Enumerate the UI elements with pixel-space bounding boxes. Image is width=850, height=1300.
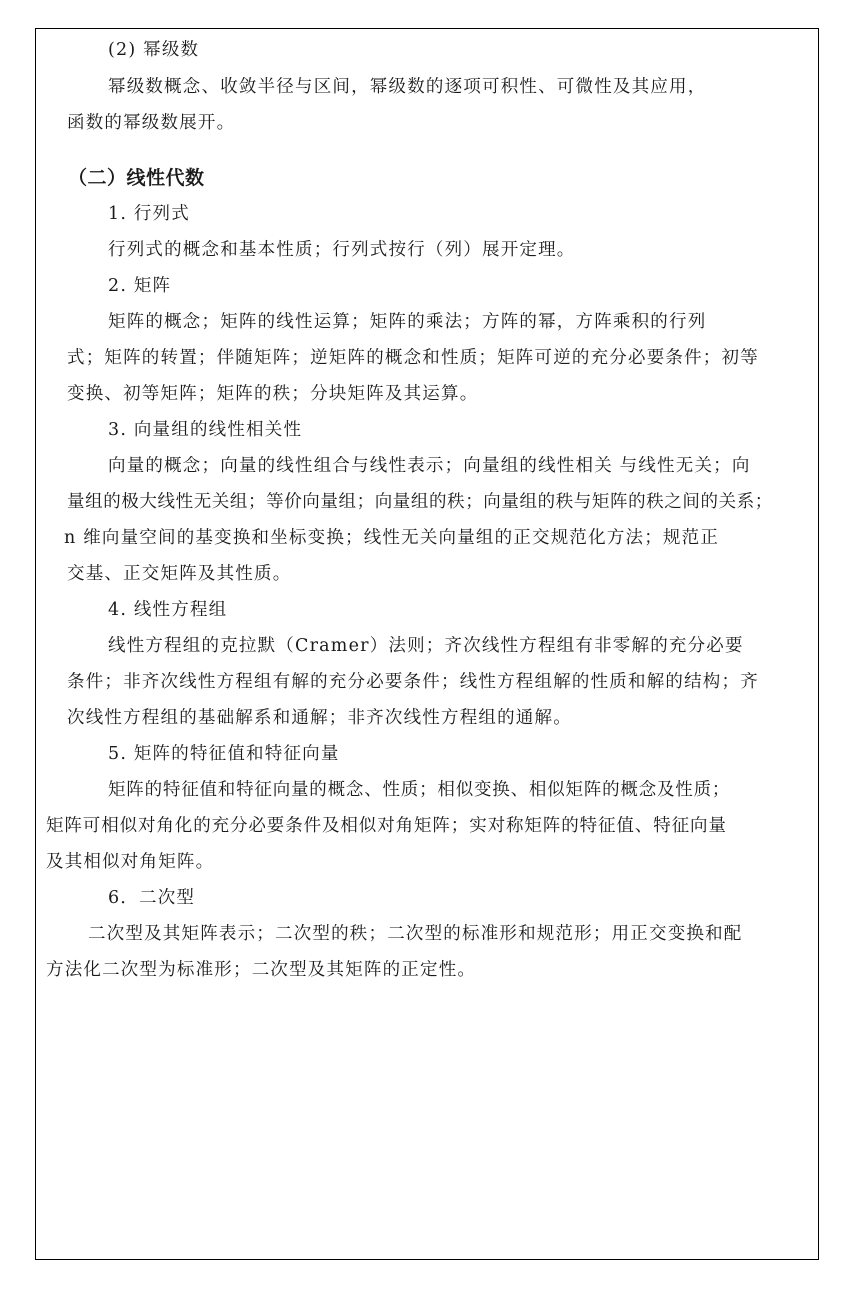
subsection-eigen-title: 5. 矩阵的特征值和特征向量 — [108, 744, 340, 764]
subsection-matrix-title: 2. 矩阵 — [108, 276, 172, 296]
eigen-text-line: 矩阵可相似对角化的充分必要条件及相似对角矩阵；实对称矩阵的特征值、特征向量 — [46, 816, 727, 836]
power-series-text-line: 函数的幂级数展开。 — [67, 113, 236, 133]
eigen-text-line: 及其相似对角矩阵。 — [46, 852, 215, 872]
quadratic-form-text-line: 方法化二次型为标准形；二次型及其矩阵的正定性。 — [46, 960, 477, 980]
eigen-text-line: 矩阵的特征值和特征向量的概念、性质；相似变换、相似矩阵的概念及性质； — [108, 780, 731, 800]
section-power-series-title: (2) 幂级数 — [108, 40, 200, 60]
matrix-text-line: 矩阵的概念；矩阵的线性运算；矩阵的乘法；方阵的幂，方阵乘积的行列 — [108, 312, 707, 332]
vectors-text-line: n 维向量空间的基变换和坐标变换；线性无关向量组的正交规范化方法；规范正 — [64, 528, 720, 548]
subsection-vectors-title: 3. 向量组的线性相关性 — [108, 420, 303, 440]
linear-equations-text-line: 条件；非齐次线性方程组有解的充分必要条件；线性方程组解的性质和解的结构；齐 — [67, 672, 759, 692]
subsection-quadratic-form-title: 6．二次型 — [108, 888, 196, 908]
power-series-text-line: 幂级数概念、收敛半径与区间，幂级数的逐项可积性、可微性及其应用， — [108, 77, 707, 97]
subsection-determinant-title: 1. 行列式 — [108, 204, 190, 224]
quadratic-form-text-line: 二次型及其矩阵表示；二次型的秩；二次型的标准形和规范形；用正交变换和配 — [88, 924, 743, 944]
linear-equations-text-line: 线性方程组的克拉默（Cramer）法则；齐次线性方程组有非零解的充分必要 — [108, 636, 744, 656]
vectors-text-line: 量组的极大线性无关组；等价向量组；向量组的秩；向量组的秩与矩阵的秩之间的关系； — [67, 492, 773, 512]
matrix-text-line: 式；矩阵的转置；伴随矩阵；逆矩阵的概念和性质；矩阵可逆的充分必要条件；初等 — [67, 348, 759, 368]
subsection-linear-equations-title: 4. 线性方程组 — [108, 600, 228, 620]
vectors-text-line: 交基、正交矩阵及其性质。 — [67, 564, 292, 584]
determinant-text-line: 行列式的概念和基本性质；行列式按行（列）展开定理。 — [108, 240, 576, 260]
linear-equations-text-line: 次线性方程组的基础解系和通解；非齐次线性方程组的通解。 — [67, 708, 572, 728]
matrix-text-line: 变换、初等矩阵；矩阵的秩；分块矩阵及其运算。 — [67, 384, 479, 404]
linear-algebra-heading: （二）线性代数 — [68, 167, 205, 189]
vectors-text-line: 向量的概念；向量的线性组合与线性表示；向量组的线性相关 与线性无关；向 — [108, 456, 751, 476]
